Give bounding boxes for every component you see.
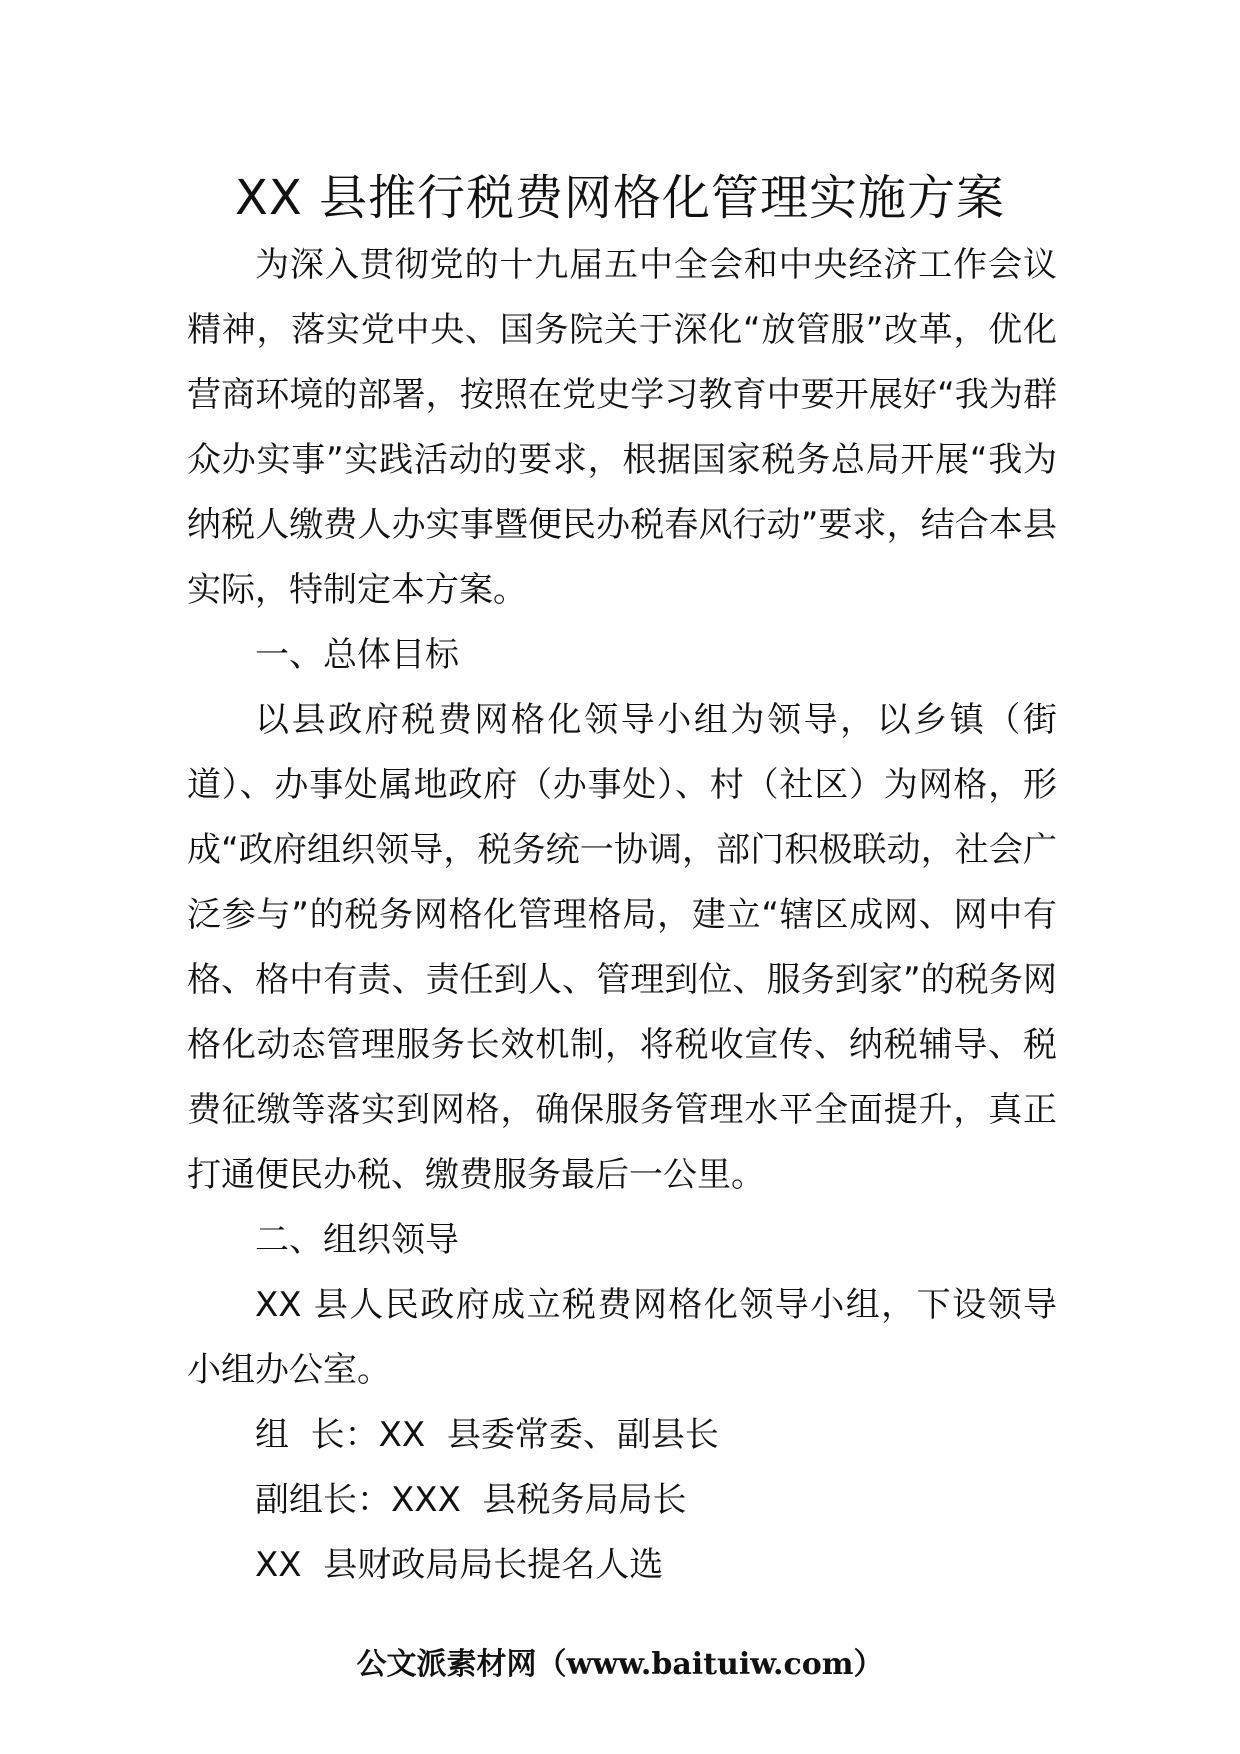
organization-paragraph: XX 县人民政府成立税费网格化领导小组，下设领导小组办公室。	[187, 1285, 1057, 1390]
footer-watermark: 公文派素材网（www.baituiw.com）	[356, 1647, 884, 1682]
group-leader-line: 组 长：XX 县委常委、副县长	[255, 1415, 719, 1455]
deputy-leader-line: 副组长：XXX 县税务局局长	[255, 1480, 687, 1520]
document-title: XX 县推行税费网格化管理实施方案	[234, 170, 1006, 226]
document-body	[187, 233, 1057, 1598]
member-line: XX 县财政局局长提名人选	[255, 1545, 664, 1585]
overall-goal-paragraph: 以县政府税费网格化领导小组为领导，以乡镇（街道）、办事处属地政府（办事处）、村（社区）为网格，形成“政府组织领导，税务统一协调，部门积极联动，社会广泛参与”的税务网格化管理格局，建立“辖区成网、网中有格、格中有责、责任到人、管理到位、服务到家”的税务网格化动态管理服务长效机制，将税收宣传、纳税辅导、税费征缴等落实到网格，确保服务管理水平全面提升，真正打通便民办税、缴费服务最后一公里。	[187, 700, 1057, 1195]
section-heading-organization: 二、组织领导	[255, 1220, 459, 1260]
intro-paragraph: 为深入贯彻党的十九届五中全会和中央经济工作会议精神，落实党中央、国务院关于深化“放管服”改革，优化营商环境的部署，按照在党史学习教育中要开展好“我为群众办实事”实践活动的要求，根据国家税务总局开展“我为纳税人缴费人办实事暨便民办税春风行动”要求，结合本县实际，特制定本方案。	[187, 245, 1057, 610]
section-heading-overall-goal: 一、总体目标	[255, 635, 459, 675]
